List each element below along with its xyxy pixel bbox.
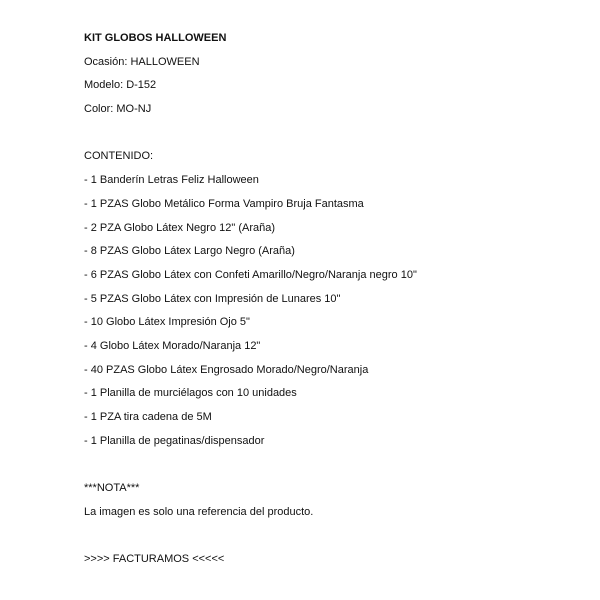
contents-item: - 1 Planilla de pegatinas/dispensador [84, 434, 265, 447]
contents-item: - 40 PZAS Globo Látex Engrosado Morado/Negro/Naranja [84, 363, 369, 376]
contents-item: - 2 PZA Globo Látex Negro 12" (Araña) [84, 221, 276, 234]
occasion-text: Ocasión: HALLOWEEN [84, 55, 200, 68]
footer-text: >>>> FACTURAMOS <<<<< [84, 553, 225, 566]
contents-heading: CONTENIDO: [84, 150, 154, 163]
contents-item: - 5 PZAS Globo Látex con Impresión de Lunares 10" [84, 292, 341, 305]
spacer [84, 527, 584, 551]
contents-item: - 1 PZAS Globo Metálico Forma Vampiro Bruja Fantasma [84, 197, 364, 210]
contents-item: - 10 Globo Látex Impresión Ojo 5" [84, 316, 250, 329]
product-description [84, 30, 584, 575]
spacer [84, 125, 584, 149]
contents-item: - 1 Planilla de murciélagos con 10 unidades [84, 387, 297, 400]
model-text: Modelo: D-152 [84, 79, 157, 92]
contents-item: - 1 PZA tira cadena de 5M [84, 411, 212, 423]
note-heading: ***NOTA*** [84, 482, 140, 495]
contents-item: - 1 Banderín Letras Feliz Halloween [84, 174, 259, 187]
note-text: La imagen es solo una referencia del producto. [84, 505, 314, 518]
contents-item: - 6 PZAS Globo Látex con Confeti Amarillo/Negro/Naranja negro 10" [84, 268, 417, 281]
contents-item: - 4 Globo Látex Morado/Naranja 12" [84, 339, 261, 352]
color-text: Color: MO-NJ [84, 103, 152, 116]
product-title: KIT GLOBOS HALLOWEEN [84, 32, 227, 44]
spacer [84, 456, 584, 480]
contents-item: - 8 PZAS Globo Látex Largo Negro (Araña) [84, 245, 295, 258]
